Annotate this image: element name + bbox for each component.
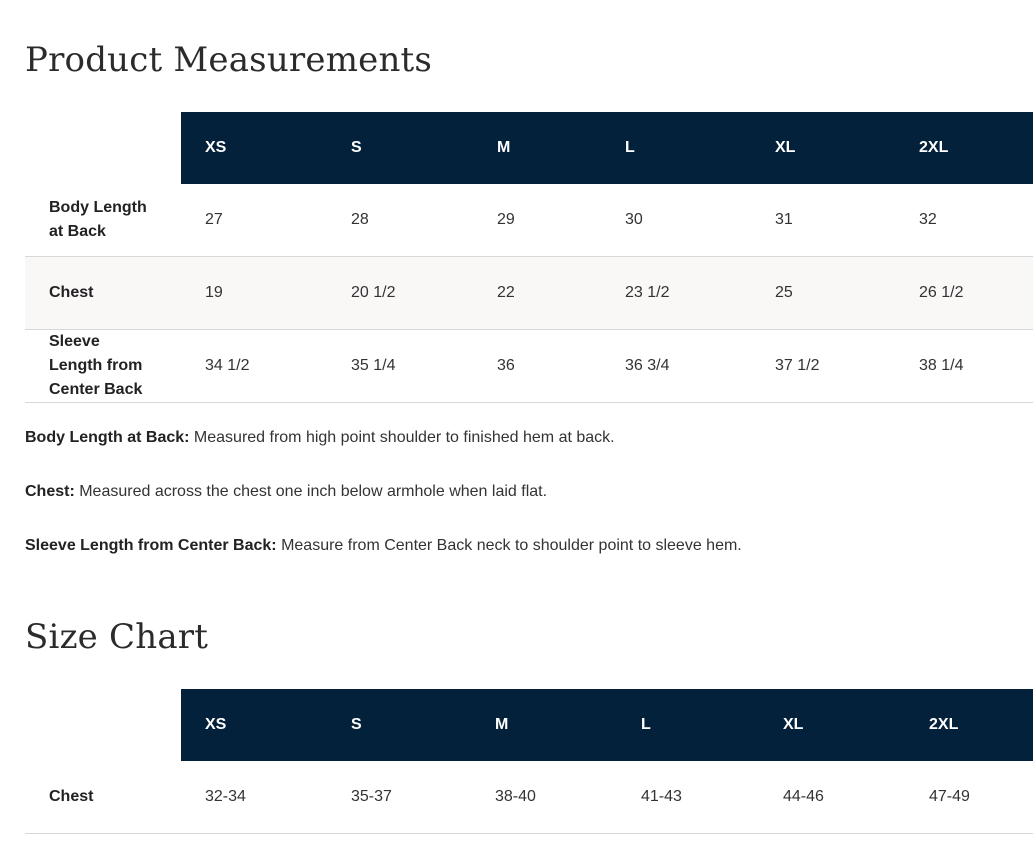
header-size-2xl: 2XL <box>905 689 1033 761</box>
row-label-sleeve-length: Sleeve Length from Center Back <box>49 333 143 398</box>
table-cell: 38 1/4 <box>919 357 964 374</box>
note-text: Measure from Center Back neck to shoulder point to sleeve hem. <box>276 537 742 554</box>
table-cell: 47-49 <box>929 788 970 805</box>
row-label-body-length: Body Length at Back <box>49 199 147 240</box>
header-corner <box>25 689 181 761</box>
table-cell: 26 1/2 <box>919 284 964 301</box>
table-row <box>25 330 1033 403</box>
header-size-s: S <box>327 112 473 184</box>
note-term: Body Length at Back: <box>25 429 190 446</box>
table-row <box>25 184 1033 257</box>
note-sleeve-length <box>25 537 742 555</box>
table-cell: 34 1/2 <box>205 357 250 374</box>
header-size-xl: XL <box>759 689 905 761</box>
table-header-row <box>25 112 1033 184</box>
table-cell: 19 <box>205 284 223 301</box>
note-chest <box>25 483 547 501</box>
table-cell: 32-34 <box>205 788 246 805</box>
note-body-length <box>25 429 615 447</box>
header-size-m: M <box>473 112 601 184</box>
table-cell: 32 <box>919 211 937 228</box>
table-cell: 35-37 <box>351 788 392 805</box>
table-cell: 30 <box>625 211 643 228</box>
size-chart-title: Size Chart <box>25 617 209 657</box>
header-size-xl: XL <box>751 112 895 184</box>
table-cell: 36 3/4 <box>625 357 670 374</box>
table-cell: 27 <box>205 211 223 228</box>
table-cell: 29 <box>497 211 515 228</box>
table-cell: 38-40 <box>495 788 536 805</box>
table-cell: 31 <box>775 211 793 228</box>
table-cell: 23 1/2 <box>625 284 670 301</box>
table-cell: 35 1/4 <box>351 357 396 374</box>
product-measurements-title: Product Measurements <box>25 40 433 80</box>
header-size-s: S <box>327 689 471 761</box>
table-cell: 22 <box>497 284 515 301</box>
table-cell: 44-46 <box>783 788 824 805</box>
table-cell: 41-43 <box>641 788 682 805</box>
table-row <box>25 257 1033 330</box>
table-row <box>25 761 1033 834</box>
table-cell: 20 1/2 <box>351 284 396 301</box>
header-size-xs: XS <box>181 112 327 184</box>
header-size-m: M <box>471 689 617 761</box>
product-measurements-table <box>25 112 1033 403</box>
size-chart-table <box>25 689 1033 834</box>
note-text: Measured across the chest one inch below armhole when laid flat. <box>74 483 548 500</box>
note-text: Measured from high point shoulder to finished hem at back. <box>189 429 615 446</box>
table-cell: 25 <box>775 284 793 301</box>
table-cell: 28 <box>351 211 369 228</box>
header-size-l: L <box>601 112 751 184</box>
note-term: Sleeve Length from Center Back: <box>25 537 277 554</box>
header-corner <box>25 112 181 184</box>
header-size-l: L <box>617 689 759 761</box>
table-cell: 37 1/2 <box>775 357 820 374</box>
row-label-chest: Chest <box>49 788 94 805</box>
header-size-xs: XS <box>181 689 327 761</box>
table-header-row <box>25 689 1033 761</box>
header-size-2xl: 2XL <box>895 112 1033 184</box>
note-term: Chest: <box>25 483 75 500</box>
table-cell: 36 <box>497 357 515 374</box>
row-label-chest: Chest <box>49 284 94 301</box>
